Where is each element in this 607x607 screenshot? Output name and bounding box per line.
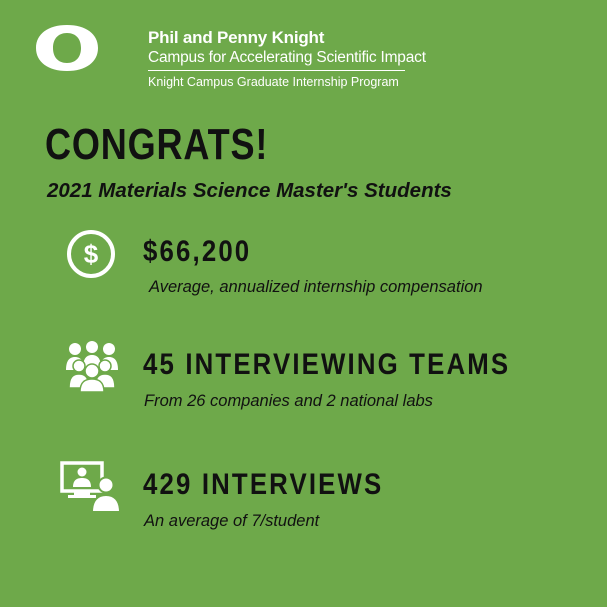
- stat-value: 45 INTERVIEWING TEAMS: [143, 348, 511, 381]
- stat-description: Average, annualized internship compensation: [149, 278, 483, 296]
- o-logo-icon: [36, 24, 98, 72]
- stat-description: From 26 companies and 2 national labs: [144, 392, 433, 410]
- team-icon: [64, 340, 120, 392]
- program-name: Knight Campus Graduate Internship Program: [148, 75, 399, 89]
- org-name-line2: Campus for Accelerating Scientific Impact: [148, 49, 426, 66]
- stat-value: $66,200: [143, 235, 252, 268]
- video-interview-icon: [60, 460, 124, 512]
- stat-value: 429 INTERVIEWS: [143, 468, 384, 501]
- stat-teams: [0, 338, 607, 418]
- header: [36, 22, 576, 92]
- stat-interviews: [0, 458, 607, 538]
- org-name-line1: Phil and Penny Knight: [148, 28, 325, 47]
- dollar-icon: [66, 229, 116, 279]
- stat-compensation: [0, 225, 607, 305]
- subtitle: 2021 Materials Science Master's Students: [47, 179, 452, 202]
- headline: CONGRATS!: [45, 120, 269, 169]
- svg-text:$: $: [83, 239, 99, 269]
- stat-description: An average of 7/student: [144, 512, 320, 530]
- header-divider: [148, 70, 405, 71]
